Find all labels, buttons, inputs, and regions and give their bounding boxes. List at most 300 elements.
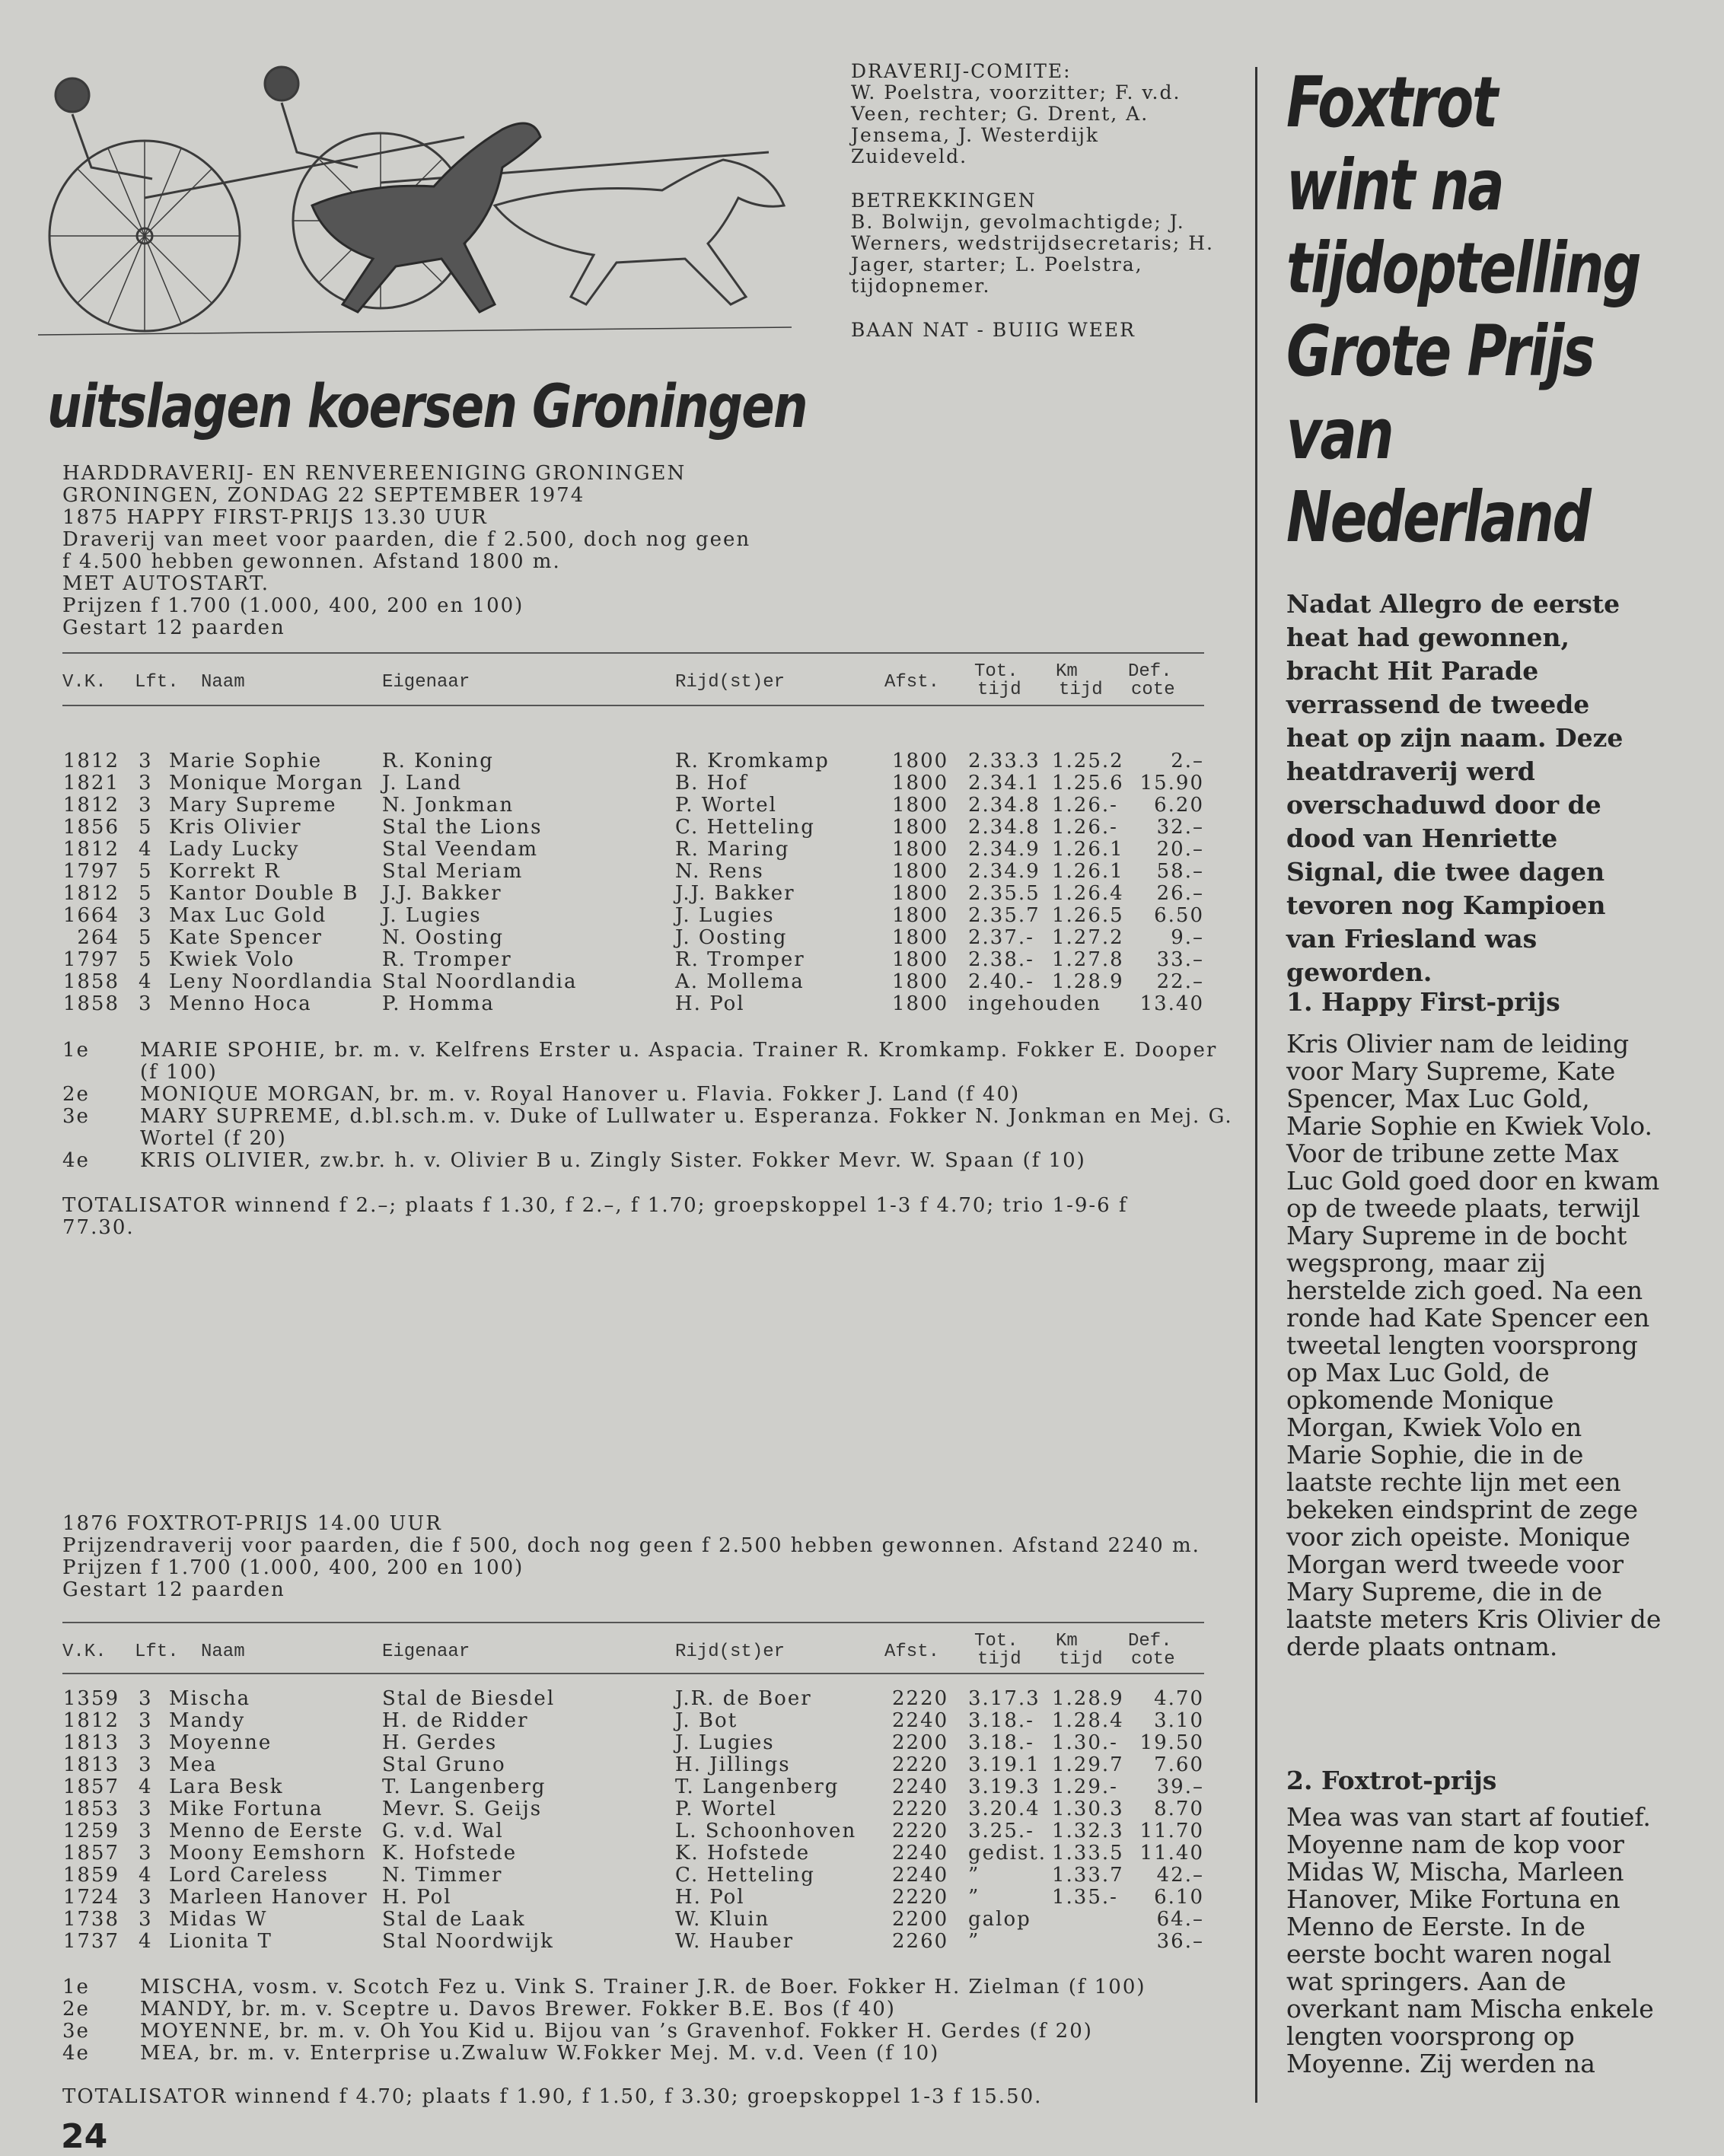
cell-eigenaar: H. Gerdes — [382, 1731, 498, 1754]
table-row — [62, 1820, 1204, 1842]
cell-rijder: J. Bot — [675, 1709, 738, 1732]
cell-eigenaar: R. Koning — [382, 750, 494, 772]
placing-text: KRIS OLIVIER, zw.br. h. v. Olivier B u. Zingly Sister. Fokker Mevr. W. Spaan (f 10) — [140, 1149, 1086, 1172]
cell-def-cote: 58.– — [1156, 860, 1204, 883]
cell-vk: 1359 — [62, 1687, 120, 1710]
harness-racing-illustration — [38, 53, 792, 358]
table-row — [62, 817, 1204, 839]
cell-def-cote: 39.– — [1156, 1775, 1204, 1798]
cell-vk: 1812 — [62, 1709, 120, 1732]
cell-tot-tijd: 2.34.8 — [968, 816, 1040, 839]
placing-rank: 4e — [62, 2042, 90, 2065]
cell-def-cote: 36.– — [1156, 1930, 1204, 1953]
cell-eigenaar: J.J. Bakker — [382, 882, 502, 905]
table-row — [62, 927, 1204, 949]
column-header-km_1: Km — [1056, 1631, 1078, 1651]
cell-rijder: P. Wortel — [675, 794, 777, 817]
cell-lft: 3 — [139, 992, 153, 1015]
cell-def-cote: 42.– — [1156, 1864, 1204, 1887]
cell-rijder: B. Hof — [675, 772, 748, 795]
table-row — [62, 949, 1204, 971]
table-row — [62, 993, 1204, 1015]
cell-km-tijd: 1.26.- — [1052, 794, 1118, 817]
cell-naam: Lara Besk — [169, 1775, 284, 1798]
cell-naam: Kwiek Volo — [169, 948, 295, 971]
race2-header-line: 1876 FOXTROT-PRIJS 14.00 UUR — [62, 1512, 442, 1535]
cell-vk: 1856 — [62, 816, 120, 839]
cell-km-tijd: 1.35.- — [1052, 1886, 1118, 1909]
divider — [62, 1673, 1204, 1674]
column-header-vk: V.K. — [62, 1642, 107, 1662]
column-header-km_2: tijd — [1059, 1649, 1103, 1670]
cell-afst: 2200 — [892, 1908, 949, 1931]
table-row — [62, 1776, 1204, 1798]
cell-km-tijd: 1.28.9 — [1052, 970, 1124, 993]
placing-rank: 4e — [62, 1149, 90, 1172]
cell-vk: 1664 — [62, 904, 120, 927]
placing-text: MISCHA, vosm. v. Scotch Fez u. Vink S. Trainer J.R. de Boer. Fokker H. Zielman (f 100) — [140, 1976, 1146, 1998]
cell-def-cote: 2.– — [1171, 750, 1204, 772]
cell-lft: 5 — [139, 948, 153, 971]
cell-eigenaar: N. Oosting — [382, 926, 505, 949]
placing-entry — [62, 1106, 1235, 1150]
article-intro: Nadat Allegro de eerste heat had gewonnen, bracht Hit Parade verrassend de tweede heat op zijn naam. Deze heatdraverij werd overschaduwd door de dood van Henriette Signal, die twee dagen tevoren nog Kampioen van Friesland was geworden. — [1286, 589, 1624, 987]
cell-vk: 1797 — [62, 948, 120, 971]
cell-eigenaar: Mevr. S. Geijs — [382, 1798, 543, 1820]
table-row — [62, 1931, 1204, 1953]
table-row — [62, 883, 1204, 905]
cell-tot-tijd: 2.40.- — [968, 970, 1034, 993]
cell-rijder: J. Lugies — [675, 1731, 775, 1754]
column-header-tot_2: tijd — [977, 1649, 1021, 1670]
cell-rijder: L. Schoonhoven — [675, 1820, 857, 1842]
cell-def-cote: 7.60 — [1154, 1753, 1204, 1776]
cell-km-tijd: 1.26.4 — [1052, 882, 1124, 905]
placing-text: MANDY, br. m. v. Sceptre u. Davos Brewer. Fokker B.E. Bos (f 40) — [140, 1998, 896, 2021]
betrekkingen-text: B. Bolwijn, gevolmachtigde; J. Werners, wedstrijdsecretaris; H. Jager, starter; L. Poelstra, tijdopnemer. — [851, 211, 1214, 297]
cell-lft: 3 — [139, 1820, 153, 1842]
cell-rijder: A. Mollema — [675, 970, 805, 993]
cell-rijder: J.R. de Boer — [675, 1687, 812, 1710]
table-row — [62, 1732, 1204, 1754]
placing-rank: 1e — [62, 1976, 90, 1998]
cell-afst: 1800 — [892, 926, 949, 949]
cell-eigenaar: K. Hofstede — [382, 1842, 518, 1865]
headline-line: Nederland — [1286, 476, 1590, 558]
table-row — [62, 1909, 1204, 1931]
cell-vk: 1853 — [62, 1798, 120, 1820]
placing-text: MOYENNE, br. m. v. Oh You Kid u. Bijou van ’s Gravenhof. Fokker H. Gerdes (f 20) — [140, 2020, 1093, 2043]
cell-rijder: H. Jillings — [675, 1753, 791, 1776]
cell-afst: 2240 — [892, 1864, 949, 1887]
cell-vk: 1858 — [62, 970, 120, 993]
column-header-km_1: Km — [1056, 661, 1078, 682]
column-header-afst: Afst. — [884, 1642, 940, 1662]
cell-eigenaar: J. Land — [382, 772, 463, 795]
cell-km-tijd: 1.26.- — [1052, 816, 1118, 839]
cell-eigenaar: Stal Veendam — [382, 838, 539, 861]
cell-tot-tijd: ” — [968, 1886, 980, 1909]
race1-header-line: Draverij van meet voor paarden, die f 2.500, doch nog geen — [62, 528, 751, 551]
placing-text: MARY SUPREME, d.bl.sch.m. v. Duke of Lullwater u. Esperanza. Fokker N. Jonkman en Mej. G. Wortel (f 20) — [140, 1105, 1233, 1150]
cell-def-cote: 3.10 — [1154, 1709, 1204, 1732]
race1-header-line: HARDDRAVERIJ- EN RENVEREENIGING GRONINGEN — [62, 462, 687, 485]
cell-afst: 1800 — [892, 838, 949, 861]
table-row — [62, 1754, 1204, 1776]
column-header-rijder: Rijd(st)er — [675, 1642, 786, 1662]
cell-afst: 1800 — [892, 904, 949, 927]
cell-lft: 5 — [139, 882, 153, 905]
table-row — [62, 1887, 1204, 1909]
cell-eigenaar: Stal de Laak — [382, 1908, 526, 1931]
cell-tot-tijd: 2.33.3 — [968, 750, 1040, 772]
cell-lft: 3 — [139, 904, 153, 927]
column-header-tot_2: tijd — [977, 680, 1021, 700]
cell-rijder: J. Lugies — [675, 904, 775, 927]
cell-def-cote: 9.– — [1171, 926, 1204, 949]
cell-km-tijd: 1.26.1 — [1052, 860, 1124, 883]
section1-heading: 1. Happy First-prijs — [1286, 987, 1560, 1017]
cell-afst: 2240 — [892, 1775, 949, 1798]
table-row — [62, 1710, 1204, 1732]
cell-afst: 1800 — [892, 882, 949, 905]
placing-entry — [62, 2043, 1235, 2065]
cell-naam: Kris Olivier — [169, 816, 302, 839]
placing-text: MARIE SPOHIE, br. m. v. Kelfrens Erster u. Aspacia. Trainer R. Kromkamp. Fokker E. Dooper (f 100) — [140, 1039, 1218, 1084]
cell-km-tijd: 1.29.- — [1052, 1775, 1118, 1798]
headline-line: wint na — [1286, 145, 1503, 226]
cell-eigenaar: N. Timmer — [382, 1864, 503, 1887]
cell-naam: Mischa — [169, 1687, 251, 1710]
cell-naam: Mary Supreme — [169, 794, 337, 817]
cell-rijder: W. Hauber — [675, 1930, 795, 1953]
race1-places — [62, 1040, 1235, 1172]
cell-lft: 4 — [139, 1775, 153, 1798]
cell-eigenaar: Stal the Lions — [382, 816, 543, 839]
cell-naam: Midas W — [169, 1908, 268, 1931]
race1-header-line: Prijzen f 1.700 (1.000, 400, 200 en 100) — [62, 594, 524, 617]
committee-text: W. Poelstra, voorzitter; F. v.d. Veen, rechter; G. Drent, A. Jensema, J. Westerdijk Zuideveld. — [851, 81, 1181, 167]
column-header-def_2: cote — [1131, 1649, 1175, 1670]
cell-afst: 1800 — [892, 948, 949, 971]
cell-naam: Kate Spencer — [169, 926, 323, 949]
table-row — [62, 839, 1204, 861]
cell-afst: 2220 — [892, 1798, 949, 1820]
cell-naam: Moony Eemshorn — [169, 1842, 367, 1865]
cell-km-tijd: 1.30.3 — [1052, 1798, 1124, 1820]
cell-eigenaar: Stal Meriam — [382, 860, 524, 883]
cell-tot-tijd: 2.35.7 — [968, 904, 1040, 927]
cell-afst: 2200 — [892, 1731, 949, 1754]
cell-vk: 1857 — [62, 1775, 120, 1798]
cell-rijder: R. Tromper — [675, 948, 805, 971]
cell-eigenaar: Stal de Biesdel — [382, 1687, 556, 1710]
placing-rank: 3e — [62, 2020, 90, 2043]
cell-tot-tijd: 2.34.9 — [968, 860, 1040, 883]
cell-km-tijd: 1.27.2 — [1052, 926, 1124, 949]
cell-vk: 1859 — [62, 1864, 120, 1887]
cell-vk: 1821 — [62, 772, 120, 795]
cell-def-cote: 20.– — [1156, 838, 1204, 861]
cell-def-cote: 15.90 — [1139, 772, 1204, 795]
cell-vk: 1737 — [62, 1930, 120, 1953]
placing-entry — [62, 1998, 1235, 2021]
table-row — [62, 861, 1204, 883]
cell-vk: 1812 — [62, 882, 120, 905]
cell-km-tijd: 1.29.7 — [1052, 1753, 1124, 1776]
cell-afst: 1800 — [892, 860, 949, 883]
placing-text: MONIQUE MORGAN, br. m. v. Royal Hanover u. Flavia. Fokker J. Land (f 40) — [140, 1083, 1021, 1106]
column-header-afst: Afst. — [884, 672, 940, 693]
cell-vk: 1857 — [62, 1842, 120, 1865]
cell-afst: 2220 — [892, 1886, 949, 1909]
cell-tot-tijd: 2.35.5 — [968, 882, 1040, 905]
race2-header-line: Gestart 12 paarden — [62, 1578, 285, 1601]
placing-rank: 2e — [62, 1998, 90, 2021]
race1-header-line: 1875 HAPPY FIRST-PRIJS 13.30 UUR — [62, 506, 488, 529]
column-header-lft: Lft. — [135, 1642, 179, 1662]
cell-rijder: T. Langenberg — [675, 1775, 840, 1798]
column-header-def_1: Def. — [1128, 1631, 1172, 1651]
cell-tot-tijd: galop — [968, 1908, 1031, 1931]
cell-tot-tijd: ingehouden — [968, 992, 1102, 1015]
cell-eigenaar: Stal Noordlandia — [382, 970, 578, 993]
table-row — [62, 750, 1204, 772]
table-row — [62, 1865, 1204, 1887]
placing-entry — [62, 1040, 1235, 1084]
cell-naam: Marleen Hanover — [169, 1886, 368, 1909]
cell-lft: 3 — [139, 1798, 153, 1820]
cell-rijder: C. Hetteling — [675, 816, 815, 839]
table-row — [62, 772, 1204, 795]
placing-rank: 1e — [62, 1039, 90, 1062]
cell-lft: 5 — [139, 926, 153, 949]
cell-km-tijd: 1.25.6 — [1052, 772, 1124, 795]
cell-def-cote: 26.– — [1156, 882, 1204, 905]
race1-header-line: f 4.500 hebben gewonnen. Afstand 1800 m. — [62, 550, 561, 573]
cell-vk: 1812 — [62, 794, 120, 817]
cell-km-tijd: 1.33.5 — [1052, 1842, 1124, 1865]
cell-rijder: K. Hofstede — [675, 1842, 811, 1865]
cell-lft: 5 — [139, 816, 153, 839]
cell-vk: 1797 — [62, 860, 120, 883]
cell-vk: 264 — [77, 926, 120, 949]
table-row — [62, 795, 1204, 817]
race1-table — [62, 750, 1204, 1015]
cell-eigenaar: T. Langenberg — [382, 1775, 547, 1798]
cell-tot-tijd: 2.38.- — [968, 948, 1034, 971]
cell-afst: 2220 — [892, 1687, 949, 1710]
cell-vk: 1858 — [62, 992, 120, 1015]
cell-tot-tijd: gedist. — [968, 1842, 1047, 1865]
cell-lft: 3 — [139, 1842, 153, 1865]
column-divider — [1255, 67, 1257, 2103]
cell-lft: 3 — [139, 1709, 153, 1732]
cell-naam: Leny Noordlandia — [169, 970, 374, 993]
cell-tot-tijd: 3.19.3 — [968, 1775, 1040, 1798]
column-header-def_2: cote — [1131, 680, 1175, 700]
cell-eigenaar: R. Tromper — [382, 948, 512, 971]
cell-eigenaar: H. Pol — [382, 1886, 452, 1909]
cell-km-tijd: 1.25.2 — [1052, 750, 1124, 772]
cell-rijder: H. Pol — [675, 992, 745, 1015]
cell-lft: 3 — [139, 1731, 153, 1754]
cell-eigenaar: Stal Noordwijk — [382, 1930, 554, 1953]
table-row — [62, 1798, 1204, 1820]
cell-lft: 3 — [139, 1753, 153, 1776]
placing-text: MEA, br. m. v. Enterprise u.Zwaluw W.Fokker Mej. M. v.d. Veen (f 10) — [140, 2042, 940, 2065]
cell-naam: Mandy — [169, 1709, 246, 1732]
cell-vk: 1724 — [62, 1886, 120, 1909]
table-row — [62, 1688, 1204, 1710]
cell-def-cote: 6.10 — [1154, 1886, 1204, 1909]
cell-tot-tijd: 3.25.- — [968, 1820, 1034, 1842]
cell-def-cote: 11.40 — [1139, 1842, 1204, 1865]
cell-afst: 2220 — [892, 1753, 949, 1776]
divider — [62, 1622, 1204, 1623]
column-header-eigenaar: Eigenaar — [382, 1642, 470, 1662]
cell-def-cote: 13.40 — [1139, 992, 1204, 1015]
race1-header-line: GRONINGEN, ZONDAG 22 SEPTEMBER 1974 — [62, 484, 585, 507]
headline-line: van — [1286, 393, 1393, 475]
cell-eigenaar: J. Lugies — [382, 904, 482, 927]
cell-eigenaar: N. Jonkman — [382, 794, 515, 817]
headline-line: Grote Prijs — [1286, 311, 1594, 392]
race1-totalisator: TOTALISATOR winnend f 2.–; plaats f 1.30, f 2.–, f 1.70; groepskoppel 1-3 f 4.70; trio 1-9-6 f 77.30. — [62, 1194, 1128, 1239]
cell-tot-tijd: 2.34.1 — [968, 772, 1040, 795]
cell-def-cote: 6.20 — [1154, 794, 1204, 817]
betrekkingen-heading: BETREKKINGEN — [851, 189, 1037, 212]
divider — [62, 652, 1204, 654]
cell-afst: 1800 — [892, 794, 949, 817]
table-row — [62, 971, 1204, 993]
cell-tot-tijd: ” — [968, 1930, 980, 1953]
cell-tot-tijd: 3.20.4 — [968, 1798, 1040, 1820]
cell-def-cote: 32.– — [1156, 816, 1204, 839]
cell-km-tijd: 1.27.8 — [1052, 948, 1124, 971]
cell-afst: 1800 — [892, 750, 949, 772]
column-header-tot_1: Tot. — [974, 1631, 1018, 1651]
cell-lft: 4 — [139, 1864, 153, 1887]
cell-tot-tijd: 3.17.3 — [968, 1687, 1040, 1710]
cell-def-cote: 22.– — [1156, 970, 1204, 993]
cell-lft: 5 — [139, 860, 153, 883]
cell-km-tijd: 1.28.9 — [1052, 1687, 1124, 1710]
cell-naam: Lord Careless — [169, 1864, 329, 1887]
main-title: uitslagen koersen Groningen — [47, 373, 807, 441]
cell-naam: Menno de Eerste — [169, 1820, 364, 1842]
placing-entry — [62, 1150, 1235, 1172]
cell-afst: 1800 — [892, 816, 949, 839]
column-header-naam: Naam — [201, 1642, 245, 1662]
cell-tot-tijd: ” — [968, 1864, 980, 1887]
cell-eigenaar: H. de Ridder — [382, 1709, 529, 1732]
cell-afst: 2240 — [892, 1709, 949, 1732]
cell-afst: 1800 — [892, 970, 949, 993]
race2-table — [62, 1688, 1204, 1953]
cell-naam: Mike Fortuna — [169, 1798, 323, 1820]
cell-lft: 4 — [139, 970, 153, 993]
divider — [62, 705, 1204, 706]
article-headline — [1286, 61, 1713, 559]
cell-vk: 1813 — [62, 1753, 120, 1776]
cell-eigenaar: Stal Gruno — [382, 1753, 506, 1776]
cell-afst: 2220 — [892, 1820, 949, 1842]
race2-header-line: Prijzendraverij voor paarden, die f 500, doch nog geen f 2.500 hebben gewonnen. Afstand 2240 m. — [62, 1534, 1200, 1557]
cell-naam: Korrekt R — [169, 860, 281, 883]
cell-naam: Lady Lucky — [169, 838, 300, 861]
cell-km-tijd: 1.28.4 — [1052, 1709, 1124, 1732]
cell-def-cote: 4.70 — [1154, 1687, 1204, 1710]
page-number: 24 — [61, 2117, 108, 2156]
cell-lft: 3 — [139, 1908, 153, 1931]
cell-eigenaar: P. Homma — [382, 992, 495, 1015]
placing-entry — [62, 1084, 1235, 1106]
cell-def-cote: 33.– — [1156, 948, 1204, 971]
cell-tot-tijd: 2.34.9 — [968, 838, 1040, 861]
cell-tot-tijd: 3.18.- — [968, 1731, 1034, 1754]
cell-rijder: N. Rens — [675, 860, 764, 883]
cell-lft: 4 — [139, 1930, 153, 1953]
cell-rijder: R. Kromkamp — [675, 750, 830, 772]
cell-vk: 1259 — [62, 1820, 120, 1842]
column-header-lft: Lft. — [135, 672, 179, 693]
cell-def-cote: 19.50 — [1139, 1731, 1204, 1754]
cell-rijder: R. Maring — [675, 838, 790, 861]
column-header-rijder: Rijd(st)er — [675, 672, 786, 693]
cell-rijder: P. Wortel — [675, 1798, 777, 1820]
cell-lft: 3 — [139, 750, 153, 772]
column-header-naam: Naam — [201, 672, 245, 693]
cell-rijder: H. Pol — [675, 1886, 745, 1909]
cell-def-cote: 6.50 — [1154, 904, 1204, 927]
placing-entry — [62, 2021, 1235, 2043]
column-header-vk: V.K. — [62, 672, 107, 693]
weather-note: BAAN NAT - BUIIG WEER — [851, 319, 1136, 341]
cell-naam: Menno Hoca — [169, 992, 312, 1015]
cell-def-cote: 64.– — [1156, 1908, 1204, 1931]
column-header-tot_1: Tot. — [974, 661, 1018, 682]
cell-vk: 1812 — [62, 838, 120, 861]
cell-vk: 1738 — [62, 1908, 120, 1931]
cell-naam: Monique Morgan — [169, 772, 364, 795]
column-header-eigenaar: Eigenaar — [382, 672, 470, 693]
cell-naam: Mea — [169, 1753, 218, 1776]
cell-tot-tijd: 3.18.- — [968, 1709, 1034, 1732]
race2-totalisator: TOTALISATOR winnend f 4.70; plaats f 1.90, f 1.50, f 3.30; groepskoppel 1-3 f 15.50. — [62, 2085, 1043, 2108]
cell-tot-tijd: 3.19.1 — [968, 1753, 1040, 1776]
section2-text: Mea was van start af foutief. Moyenne nam de kop voor Midas W, Mischa, Marleen Hanover, Mike Fortuna en Menno de Eerste. In de eerste bocht waren nogal wat springers. Aan de overkant nam Mischa enkele lengten voorsprong op Moyenne. Zij werden na — [1286, 1802, 1654, 2078]
cell-vk: 1812 — [62, 750, 120, 772]
cell-afst: 2240 — [892, 1842, 949, 1865]
cell-naam: Lionita T — [169, 1930, 272, 1953]
cell-km-tijd: 1.33.7 — [1052, 1864, 1124, 1887]
cell-lft: 3 — [139, 794, 153, 817]
committee-block — [851, 61, 1216, 364]
headline-line: tijdoptelling — [1286, 228, 1640, 309]
cell-naam: Marie Sophie — [169, 750, 323, 772]
cell-km-tijd: 1.26.1 — [1052, 838, 1124, 861]
cell-tot-tijd: 2.37.- — [968, 926, 1034, 949]
column-header-km_2: tijd — [1059, 680, 1103, 700]
cell-rijder: W. Kluin — [675, 1908, 770, 1931]
cell-afst: 1800 — [892, 772, 949, 795]
race2-places — [62, 1976, 1235, 2065]
placing-rank: 3e — [62, 1105, 90, 1128]
cell-vk: 1813 — [62, 1731, 120, 1754]
race1-header — [62, 463, 750, 639]
cell-lft: 3 — [139, 1687, 153, 1710]
